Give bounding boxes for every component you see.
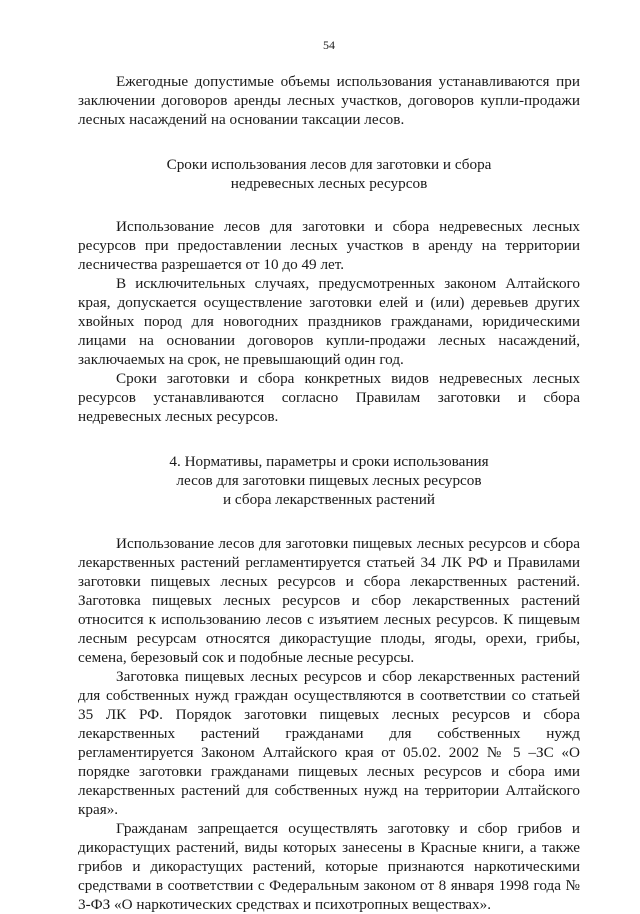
heading-line: недревесных лесных ресурсов (230, 175, 428, 192)
paragraph-food-resources-regulation: Использование лесов для заготовки пищевых лесных ресурсов и сбора лекарственных растений регламентируется статьей 34 ЛК РФ и Правилами заготовки пищевых лесных ресурсов и сбора лекарственных растений. Заготовка пищевых лесных ресурсов и сбор лекарственных растений относится к использованию лесов с изъятием лесных ресурсов. К пищевым лесным ресурсам относятся дикорастущие плоды, ягоды, орехи, грибы, семена, березовый сок и подобные лесные ресурсы. (78, 535, 580, 666)
paragraph-new-year-trees: В исключительных случаях, предусмотренных законом Алтайского края, допускается осуществление заготовки елей и (или) деревьев других хвойных пород для новогодних праздников гражданами, юридическими лицами на основании договоров купли-продажи лесных насаждений, заключаемых на срок, не превышающий один год. (78, 275, 580, 368)
intro-paragraph: Ежегодные допустимые объемы использования устанавливаются при заключении договоров аренды лесных участков, договоров купли-продажи лесных насаждений на основании таксации лесов. (78, 73, 580, 128)
heading-line: Сроки использования лесов для заготовки и сбора (166, 156, 492, 173)
page-number: 54 (323, 38, 335, 52)
heading-line: 4. Нормативы, параметры и сроки использования (169, 453, 489, 470)
paragraph-own-needs-harvest: Заготовка пищевых лесных ресурсов и сбор лекарственных растений для собственных нужд граждан осуществляются в соответствии со статьей 35 ЛК РФ. Порядок заготовки пищевых лесных ресурсов и сбора лекарственных растений гражданами для собственных нужд регламентируется Законом Алтайского края от 05.02. 2002 № 5 –ЗС «О порядке заготовки гражданами пищевых лесных ресурсов и сбора ими лекарственных растений для собственных нужд на территории Алтайского края». (78, 668, 580, 818)
section-heading-food-resources (78, 452, 580, 509)
paragraph-harvest-terms: Сроки заготовки и сбора конкретных видов недревесных лесных ресурсов устанавливаются согласно Правилам заготовки и сбора недревесных лесных ресурсов. (78, 370, 580, 425)
heading-line: и сбора лекарственных растений (223, 491, 435, 508)
paragraph-lease-term: Использование лесов для заготовки и сбора недревесных лесных ресурсов при предоставлении лесных участков в аренду на территории лесничества разрешается от 10 до 49 лет. (78, 218, 580, 273)
heading-line: лесов для заготовки пищевых лесных ресурсов (176, 472, 482, 489)
paragraph-prohibition: Гражданам запрещается осуществлять заготовку и сбор грибов и дикорастущих растений, виды которых занесены в Красные книги, а также грибов и дикорастущих растений, которые признаются наркотическими средствами в соответствии с Федеральным законом от 8 января 1998 года № 3-ФЗ «О наркотических средствах и психотропных веществах». (78, 820, 580, 913)
section-heading-non-timber-terms (78, 155, 580, 193)
